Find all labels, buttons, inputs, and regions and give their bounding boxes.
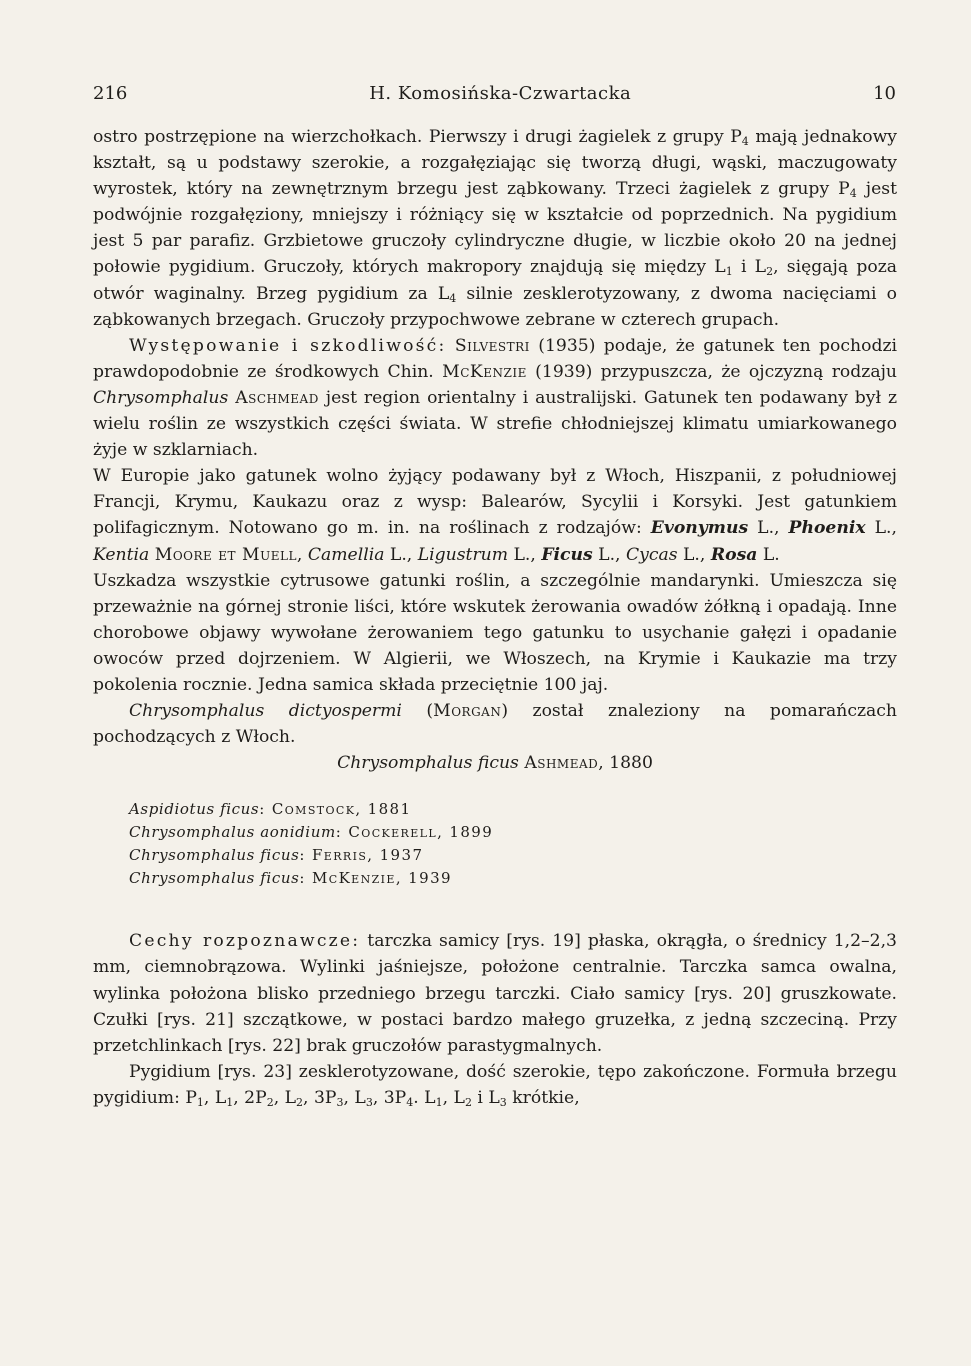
synonym-entry: Chrysomphalus ficus: Ferris, 1937 xyxy=(129,846,424,865)
running-header xyxy=(93,78,896,108)
paragraph-occurrence: Występowanie i szkodliwość: Silvestri (1935) podaje, że gatunek ten pochodzi prawdopodobnie ze środkowych Chin. McKenzie (1939) przypuszcza, że ojczyzną rodzaju Chrysomphalus Aschmead jest region orientalny i australijski. Gatunek ten podawany był z wielu roślin ze wszystkich części świata. W strefie chłodniejszej klimatu umiarkowanego żyje w szklarniach. xyxy=(93,335,898,461)
paragraph-europe: W Europie jako gatunek wolno żyjący podawany był z Włoch, Hiszpanii, z południowej Francji, Krymu, Kaukazu oraz z wysp: Balearów, Sycylii i Korsyki. Jest gatunkiem polifagicznym. Notowano go m. in. na roślinach z rodzajów: Evonymus L., Phoenix L., Kentia Moore et Muell, Camellia L., Ligustrum L., Ficus L., Cycas L., Rosa L. xyxy=(93,466,897,565)
paragraph-pygidium: Pygidium [rys. 23] zesklerotyzowane, dość szerokie, tępo zakończone. Formuła brzegu pygidium: $P_1$, $L_1$, $2P_2$, $L_2$, $3P_3$, $L_3$, $3P_4$. $L_1$, $L_2$ i $L_3$ krótkie, xyxy=(93,1061,897,1109)
paragraph-diagnosis: Cechy rozpoznawcze: tarczka samicy [rys. 19] płaska, okrągła, o średnicy 1,2–2,3 mm, ciemnobrązowa. Wylinki jaśniejsze, położone centralnie. Tarczka samca owalna, wylinka położona blisko przedniego brzegu tarczki. Ciało samicy [rys. 20] gruszkowate. Czułki [rys. 21] szczątkowe, w postaci bardzo małego gruzełka, z jedną szczeciną. Przy przetchlinkach [rys. 22] brak gruczołów parastygmalnych. xyxy=(93,931,897,1056)
page-number: 216 xyxy=(93,82,128,104)
section-number: 10 xyxy=(873,82,896,104)
paragraph-dictyospermi: Chrysomphalus dictyospermi (Morgan) został znaleziony na pomarańczach pochodzących z Włoch. xyxy=(93,701,897,748)
synonym-entry: Chrysomphalus ficus: McKenzie, 1939 xyxy=(129,869,452,888)
occurrence-label: Występowanie i szkodliwość: xyxy=(129,335,447,356)
paragraph-damage: Uszkadza wszystkie cytrusowe gatunki roślin, a szczególnie mandarynki. Umieszcza się przeważnie na górnej stronie liści, które wskutek żerowania owadów żółkną i opadają. Inne chorobowe objawy wywołane żerowaniem tego gatunku to usychanie gałęzi i opadanie owoców przed dojrzeniem. W Algierii, we Włoszech, na Krymie i Kaukazie ma trzy pokolenia rocznie. Jedna samica składa przeciętnie 100 jaj. xyxy=(93,570,897,695)
synonym-entry: Chrysomphalus aonidium: Cockerell, 1899 xyxy=(129,823,494,842)
synonym-list xyxy=(129,798,897,890)
diagnosis-label: Cechy rozpoznawcze: xyxy=(129,931,361,952)
species-heading: Chrysomphalus ficus Ashmead, 1880 xyxy=(337,753,653,774)
running-title: H. Komosińska-Czwartacka xyxy=(369,82,632,104)
synonym-entry: Aspidiotus ficus: Comstock, 1881 xyxy=(129,800,412,819)
paragraph-morphology: ostro postrzępione na wierzchołkach. Pierwszy i drugi żagielek z grupy $P_4$ mają jednakowy kształt, są u podstawy szerokie, a rozgałęziając się tworzą długi, wąski, maczugowaty wyrostek, który na zewnętrznym brzegu jest ząbkowany. Trzeci żagielek z grupy $P_4$ jest podwójnie rozgałęziony, mniejszy i różniący się w kształcie od poprzednich. Na pygidium jest 5 par parafiz. Grzbietowe gruczoły cylindryczne długie, w liczbie około 20 na jednej połowie pygidium. Gruczoły, których makropory znajdują się między $L_1$ i $L_2$, sięgają poza otwór waginalny. Brzeg pygidium za $L_4$ silnie zesklerotyzowany, z dwoma nacięciami o ząbkowanych brzegach. Gruczoły przypochwowe zebrane w czterech grupach. xyxy=(93,127,898,330)
body-text xyxy=(93,124,897,1111)
